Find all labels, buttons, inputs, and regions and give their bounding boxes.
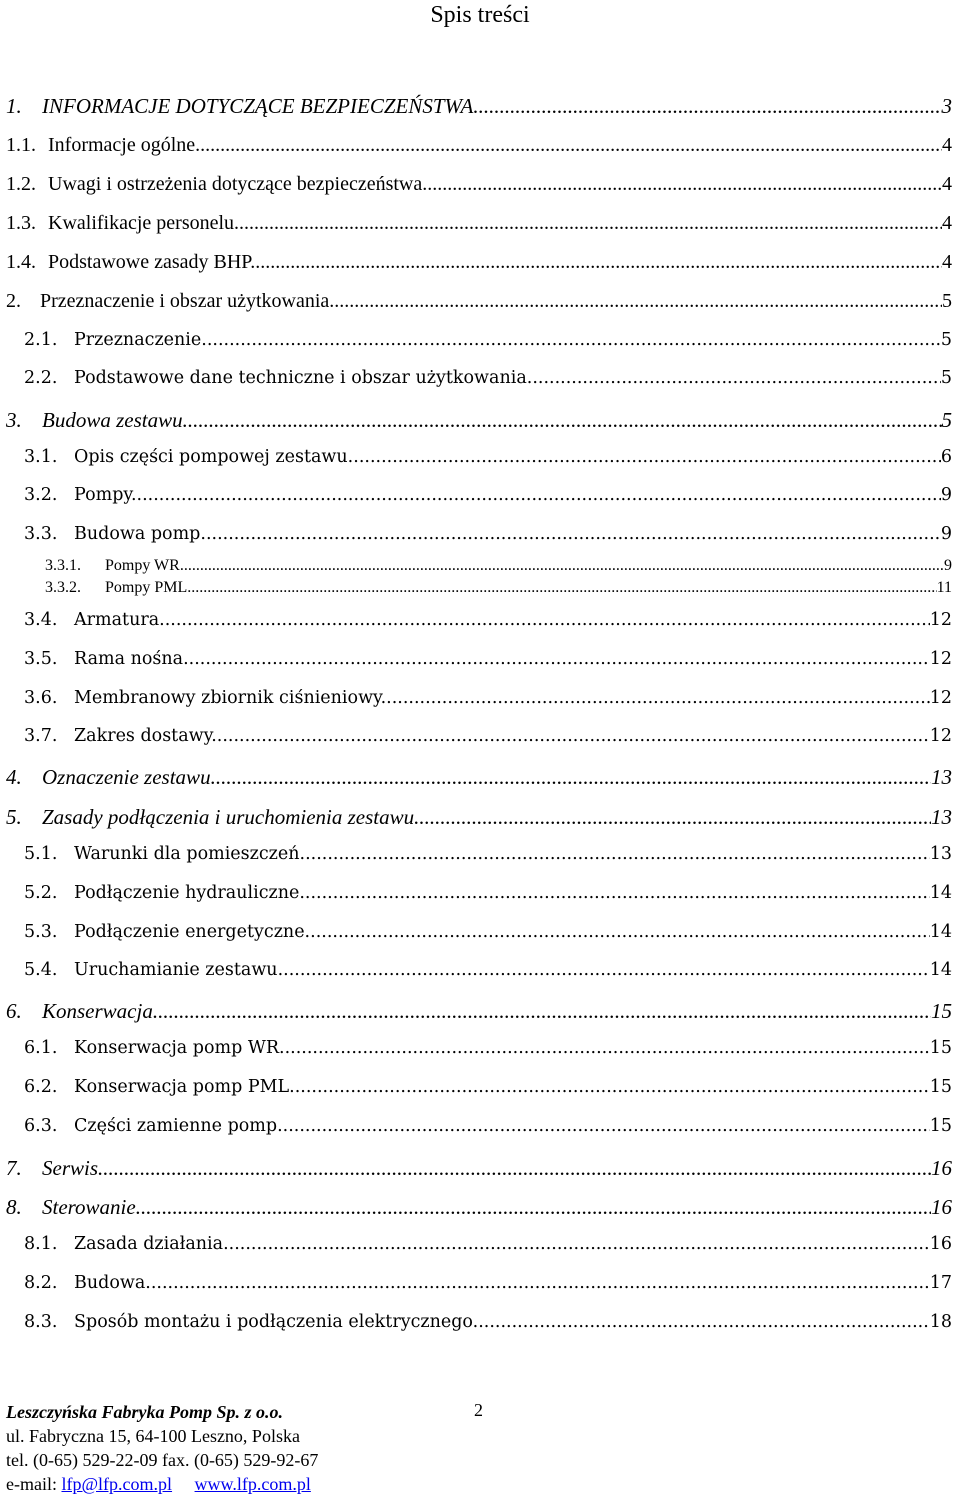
toc-entry-title: Konserwacja.: [42, 999, 159, 1023]
toc-entry-page: 15: [931, 999, 952, 1023]
toc-entry-number: 3.: [6, 408, 22, 432]
toc-leader-dots: [479, 94, 942, 119]
footer-email-label: e-mail:: [6, 1474, 57, 1494]
toc-entry-number: 3.4.: [24, 610, 58, 630]
toc-leader-dots: [239, 212, 942, 235]
toc-entry[interactable]: [24, 1234, 952, 1262]
toc-entry[interactable]: [6, 290, 952, 318]
toc-entry[interactable]: [24, 1077, 952, 1105]
toc-entry-number: 4.: [6, 765, 22, 789]
toc-entry[interactable]: [6, 805, 952, 833]
toc-entry[interactable]: [24, 726, 952, 754]
toc-leader-dots: [158, 999, 931, 1024]
toc-entry-title: Podstawowe dane techniczne i obszar użytkowania.: [74, 368, 533, 388]
toc-leader-dots: [305, 844, 930, 864]
toc-entry-number: 8.1.: [24, 1234, 58, 1254]
toc-entry-number: 5.: [6, 805, 22, 829]
toc-entry[interactable]: [24, 649, 952, 677]
toc-leader-dots: [184, 557, 944, 575]
footer-website-link[interactable]: www.lfp.com.pl: [194, 1474, 311, 1494]
toc-entry-title: Rama nośna.: [74, 649, 189, 669]
toc-entry-title: Przeznaczenie i obszar użytkowania.: [40, 290, 335, 312]
toc-entry-page: 11: [936, 579, 952, 596]
toc-entry-page: 14: [929, 883, 952, 903]
toc-leader-dots: [295, 1077, 930, 1097]
toc-entry[interactable]: [24, 485, 952, 513]
toc-entry-page: 13: [929, 844, 952, 864]
toc-entry-number: 8.3.: [24, 1312, 58, 1332]
toc-entry-title: Uruchamianie zestawu.: [74, 960, 284, 980]
toc-entry-page: 4: [942, 173, 952, 195]
toc-entry[interactable]: [24, 960, 952, 988]
toc-entry-number: 6.: [6, 999, 22, 1023]
toc-entry[interactable]: [6, 212, 952, 240]
toc-entry-title: Części zamienne pomp.: [74, 1116, 283, 1136]
toc-leader-dots: [191, 579, 936, 597]
toc-leader-dots: [255, 251, 942, 274]
toc-entry-title: Budowa pomp.: [74, 524, 206, 544]
toc-entry-number: 3.3.1.: [45, 557, 81, 574]
toc-entry-title: Sposób montażu i podłączenia elektrycznego.: [74, 1312, 479, 1332]
toc-entry-title: Membranowy zbiornik ciśnieniowy.: [74, 688, 387, 708]
toc-entry-number: 1.1.: [6, 134, 36, 156]
toc-entry[interactable]: [6, 408, 952, 436]
toc-entry-page: 14: [929, 922, 952, 942]
footer-phone: tel. (0-65) 529-22-09 fax. (0-65) 529-92-67: [6, 1450, 319, 1470]
toc-entry-title: Podłączenie energetyczne.: [74, 922, 311, 942]
toc-entry-page: 5: [940, 330, 952, 350]
toc-entry-page: 9: [944, 557, 952, 574]
toc-leader-dots: [386, 688, 930, 708]
toc-entry-page: 12: [929, 649, 952, 669]
toc-entry-title: Budowa zestawu.: [42, 408, 188, 432]
toc-entry-page: 12: [929, 688, 952, 708]
toc-entry-title: Oznaczenie zestawu.: [42, 765, 216, 789]
footer: [6, 1400, 318, 1496]
toc-entry-page: 5: [942, 290, 952, 312]
toc-leader-dots: [207, 330, 941, 350]
toc-entry-number: 3.2.: [24, 485, 58, 505]
toc-entry[interactable]: [24, 922, 952, 950]
toc-leader-dots: [137, 485, 941, 505]
toc-entry[interactable]: [24, 1116, 952, 1144]
toc-entry-page: 15: [929, 1077, 952, 1097]
toc-entry-number: 5.1.: [24, 844, 58, 864]
toc-entry-number: 5.3.: [24, 922, 58, 942]
toc-leader-dots: [427, 173, 942, 196]
footer-email-link[interactable]: lfp@lfp.com.pl: [61, 1474, 173, 1494]
toc-entry-title: Uwagi i ostrzeżenia dotyczące bezpieczeństwa.: [48, 173, 428, 195]
toc-entry-page: 14: [929, 960, 952, 980]
toc-entry-title: Zasady podłączenia i uruchomienia zestawu.: [42, 805, 420, 829]
toc-leader-dots: [419, 805, 931, 830]
toc-entry[interactable]: [24, 688, 952, 716]
toc-leader-dots: [305, 883, 930, 903]
toc-entry-title: Przeznaczenie.: [74, 330, 207, 350]
toc-entry-page: 9: [940, 485, 952, 505]
toc-entry[interactable]: [6, 1195, 952, 1223]
toc-leader-dots: [145, 1273, 929, 1293]
toc-entry-number: 3.7.: [24, 726, 58, 746]
toc-entry-number: 1.: [6, 94, 22, 118]
toc-entry-title: Pompy.: [74, 485, 137, 505]
toc-entry-title: Pompy WR.: [105, 557, 184, 574]
toc-entry[interactable]: [24, 1312, 952, 1340]
toc-entry-number: 6.1.: [24, 1038, 58, 1058]
toc-entry-number: 3.6.: [24, 688, 58, 708]
toc-entry-number: 6.2.: [24, 1077, 58, 1097]
toc-leader-dots: [200, 134, 942, 157]
toc-entry-page: 3: [941, 94, 952, 118]
toc-entry-title: Zakres dostawy.: [74, 726, 217, 746]
page-title: Spis treści: [430, 2, 530, 28]
toc-leader-dots: [334, 290, 942, 313]
toc-entry-page: 5: [940, 368, 952, 388]
toc-entry-page: 17: [929, 1273, 952, 1293]
toc-entry-number: 3.3.2.: [45, 579, 81, 596]
toc-entry-number: 3.3.: [24, 524, 58, 544]
toc-leader-dots: [216, 765, 931, 790]
toc-entry[interactable]: [24, 1038, 952, 1066]
toc-entry-title: Zasada działania.: [74, 1234, 229, 1254]
toc-entry-number: 3.5.: [24, 649, 58, 669]
toc-entry-number: 5.4.: [24, 960, 58, 980]
toc-leader-dots: [188, 408, 942, 433]
toc-entry-page: 18: [929, 1312, 952, 1332]
toc-entry-title: Budowa: [74, 1273, 146, 1293]
toc-entry[interactable]: [6, 999, 952, 1027]
toc-leader-dots: [283, 1116, 930, 1136]
toc-entry-number: 1.3.: [6, 212, 36, 234]
toc-entry-title: Podłączenie hydrauliczne.: [74, 883, 305, 903]
toc-entry-title: Opis części pompowej zestawu.: [74, 447, 354, 467]
toc-entry-number: 8.: [6, 1195, 22, 1219]
toc-entry-title: INFORMACJE DOTYCZĄCE BEZPIECZEŃSTWA.: [42, 94, 479, 118]
toc-entry-number: 1.2.: [6, 173, 36, 195]
toc-entry-number: 2.1.: [24, 330, 58, 350]
toc-leader-dots: [206, 524, 941, 544]
toc-entry-title: Pompy PML.: [105, 579, 192, 596]
toc-leader-dots: [141, 1195, 931, 1220]
toc-entry[interactable]: [6, 173, 952, 201]
toc-entry[interactable]: [6, 251, 952, 279]
toc-leader-dots: [165, 610, 930, 630]
toc-entry[interactable]: [24, 1273, 952, 1301]
toc-entry-page: 4: [942, 251, 952, 273]
toc-entry-title: Serwis.: [42, 1156, 104, 1180]
toc-entry-number: 2.: [6, 290, 21, 312]
toc-entry-page: 12: [929, 610, 952, 630]
toc-leader-dots: [478, 1312, 930, 1332]
toc-entry-page: 16: [931, 1195, 952, 1219]
toc-entry[interactable]: [24, 447, 952, 475]
toc-leader-dots: [283, 960, 930, 980]
toc-entry-title: Warunki dla pomieszczeń.: [74, 844, 306, 864]
toc-entry-page: 13: [931, 805, 952, 829]
toc-entry-page: 9: [940, 524, 952, 544]
toc-leader-dots: [532, 368, 941, 388]
toc-entry[interactable]: [24, 844, 952, 872]
toc-entry-title: Kwalifikacje personelu.: [48, 212, 240, 234]
toc-leader-dots: [353, 447, 941, 467]
toc-entry-page: 15: [929, 1038, 952, 1058]
toc-leader-dots: [285, 1038, 930, 1058]
toc-entry-page: 16: [931, 1156, 952, 1180]
toc-leader-dots: [189, 649, 930, 669]
toc-entry[interactable]: [6, 765, 952, 793]
toc-leader-dots: [103, 1156, 931, 1181]
toc-entry-title: Konserwacja pomp PML.: [74, 1077, 295, 1097]
toc-leader-dots: [217, 726, 930, 746]
toc-entry-number: 5.2.: [24, 883, 58, 903]
toc-entry-number: 3.1.: [24, 447, 58, 467]
toc-entry-page: 4: [942, 212, 952, 234]
toc-entry-number: 2.2.: [24, 368, 58, 388]
toc-entry-page: 4: [942, 134, 952, 156]
toc-entry-page: 6: [940, 447, 952, 467]
toc-entry[interactable]: [45, 579, 952, 607]
page-number: 2: [474, 1400, 483, 1420]
toc-entry-title: Sterowanie.: [42, 1195, 141, 1219]
toc-entry-title: Podstawowe zasady BHP.: [48, 251, 256, 273]
toc-entry[interactable]: [6, 94, 952, 122]
toc-entry[interactable]: [24, 610, 952, 638]
toc-leader-dots: [310, 922, 930, 942]
toc-entry-number: 1.4.: [6, 251, 36, 273]
footer-company: Leszczyńska Fabryka Pomp Sp. z o.o.: [6, 1402, 284, 1422]
toc-entry-number: 6.3.: [24, 1116, 58, 1136]
toc-entry[interactable]: [24, 368, 952, 396]
toc-entry-title: Armatura.: [74, 610, 165, 630]
footer-contact: [6, 1472, 318, 1496]
toc-entry-number: 8.2.: [24, 1273, 58, 1293]
toc-entry[interactable]: [24, 330, 952, 358]
toc-entry[interactable]: [24, 883, 952, 911]
toc-entry-page: 5: [941, 408, 952, 432]
toc-entry[interactable]: [6, 134, 952, 162]
toc-entry[interactable]: [6, 1156, 952, 1184]
toc-leader-dots: [229, 1234, 930, 1254]
toc-entry-title: Konserwacja pomp WR.: [74, 1038, 285, 1058]
toc-entry[interactable]: [24, 524, 952, 552]
toc-entry-number: 7.: [6, 1156, 22, 1180]
toc-entry-page: 12: [929, 726, 952, 746]
footer-address: ul. Fabryczna 15, 64-100 Leszno, Polska: [6, 1426, 300, 1446]
toc-entry-page: 16: [929, 1234, 952, 1254]
toc-entry-page: 13: [931, 765, 952, 789]
toc-entry-page: 15: [929, 1116, 952, 1136]
toc-entry-title: Informacje ogólne.: [48, 134, 201, 156]
